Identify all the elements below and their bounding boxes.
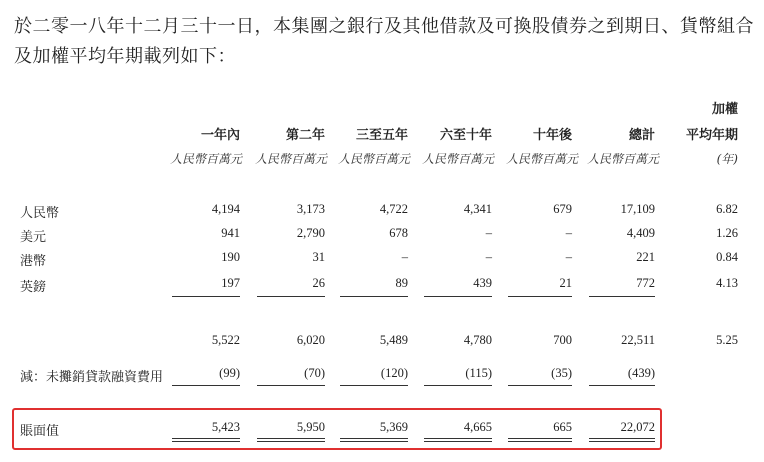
table-cell: 5,423 [211, 420, 240, 434]
col-header-after-ten-years: 十年後 [532, 128, 572, 143]
intro-paragraph: 於二零一八年十二月三十一日，本集團之銀行及其他借款及可換股債券之到期日、貨幣組合及加權平均年期載列如下： [14, 16, 754, 67]
table-cell: 31 [312, 250, 325, 264]
unit-label: (年) [716, 152, 738, 166]
table-cell: – [565, 226, 572, 240]
col-header-second-year: 第二年 [285, 128, 325, 143]
col-header-six-to-ten-years: 六至十年 [439, 128, 492, 143]
table-cell: 5,950 [296, 420, 325, 434]
table-cell: 22,072 [620, 420, 655, 434]
table-cell: 2,790 [296, 226, 325, 240]
table-cell: 221 [636, 250, 655, 264]
table-cell: 4,194 [211, 202, 240, 216]
table-cell: 3,173 [296, 202, 325, 216]
highlight-box [12, 408, 662, 450]
col-header-total: 總計 [628, 128, 655, 143]
table-cell: 21 [559, 276, 572, 290]
row-label: 人民幣 [20, 206, 60, 221]
col-header-average-term: 平均年期 [685, 128, 738, 143]
table-cell: 700 [553, 333, 572, 347]
table-cell: (120) [380, 366, 408, 380]
table-cell: – [485, 226, 492, 240]
table-cell: 772 [636, 276, 655, 290]
col-header-three-to-five-years: 三至五年 [355, 128, 408, 143]
unit-label: 人民幣百萬元 [255, 152, 328, 166]
table-cell: 665 [553, 420, 572, 434]
table-cell: 26 [312, 276, 325, 290]
table-cell: 4,665 [463, 420, 492, 434]
table-cell: (35) [551, 366, 572, 380]
unit-label: 人民幣百萬元 [506, 152, 579, 166]
row-label: 美元 [20, 230, 47, 245]
table-cell: 679 [553, 202, 572, 216]
table-cell: (439) [627, 366, 655, 380]
col-header-within-one-year: 一年內 [200, 128, 240, 143]
table-cell: – [485, 250, 492, 264]
row-label: 港幣 [20, 254, 47, 269]
table-cell: 5.25 [716, 333, 738, 347]
table-cell: 4,722 [379, 202, 408, 216]
row-label: 減：未攤銷貸款融資費用 [20, 370, 164, 385]
table-cell: – [401, 250, 408, 264]
row-label: 賬面值 [20, 424, 60, 439]
table-cell: 197 [221, 276, 240, 290]
table-cell: 4,780 [463, 333, 492, 347]
table-cell: 1.26 [716, 226, 738, 240]
unit-label: 人民幣百萬元 [587, 152, 660, 166]
table-cell: 6.82 [716, 202, 738, 216]
table-cell: 4.13 [716, 276, 738, 290]
table-cell: 17,109 [620, 202, 655, 216]
weighted-header-top: 加權 [711, 102, 738, 117]
table-cell: 0.84 [716, 250, 738, 264]
table-cell: 4,409 [626, 226, 655, 240]
table-cell: 5,522 [211, 333, 240, 347]
table-cell: 678 [389, 226, 408, 240]
table-cell: 5,369 [379, 420, 408, 434]
unit-label: 人民幣百萬元 [338, 152, 411, 166]
table-cell: – [565, 250, 572, 264]
table-cell: (115) [465, 366, 492, 380]
table-cell: 190 [221, 250, 240, 264]
table-cell: 89 [395, 276, 408, 290]
row-label: 英鎊 [20, 280, 47, 295]
table-cell: (70) [304, 366, 325, 380]
table-cell: 439 [473, 276, 492, 290]
table-cell: (99) [219, 366, 240, 380]
unit-label: 人民幣百萬元 [422, 152, 495, 166]
table-cell: 6,020 [296, 333, 325, 347]
table-cell: 22,511 [621, 333, 655, 347]
table-cell: 941 [221, 226, 240, 240]
unit-label: 人民幣百萬元 [170, 152, 243, 166]
table-cell: 5,489 [379, 333, 408, 347]
table-cell: 4,341 [463, 202, 492, 216]
